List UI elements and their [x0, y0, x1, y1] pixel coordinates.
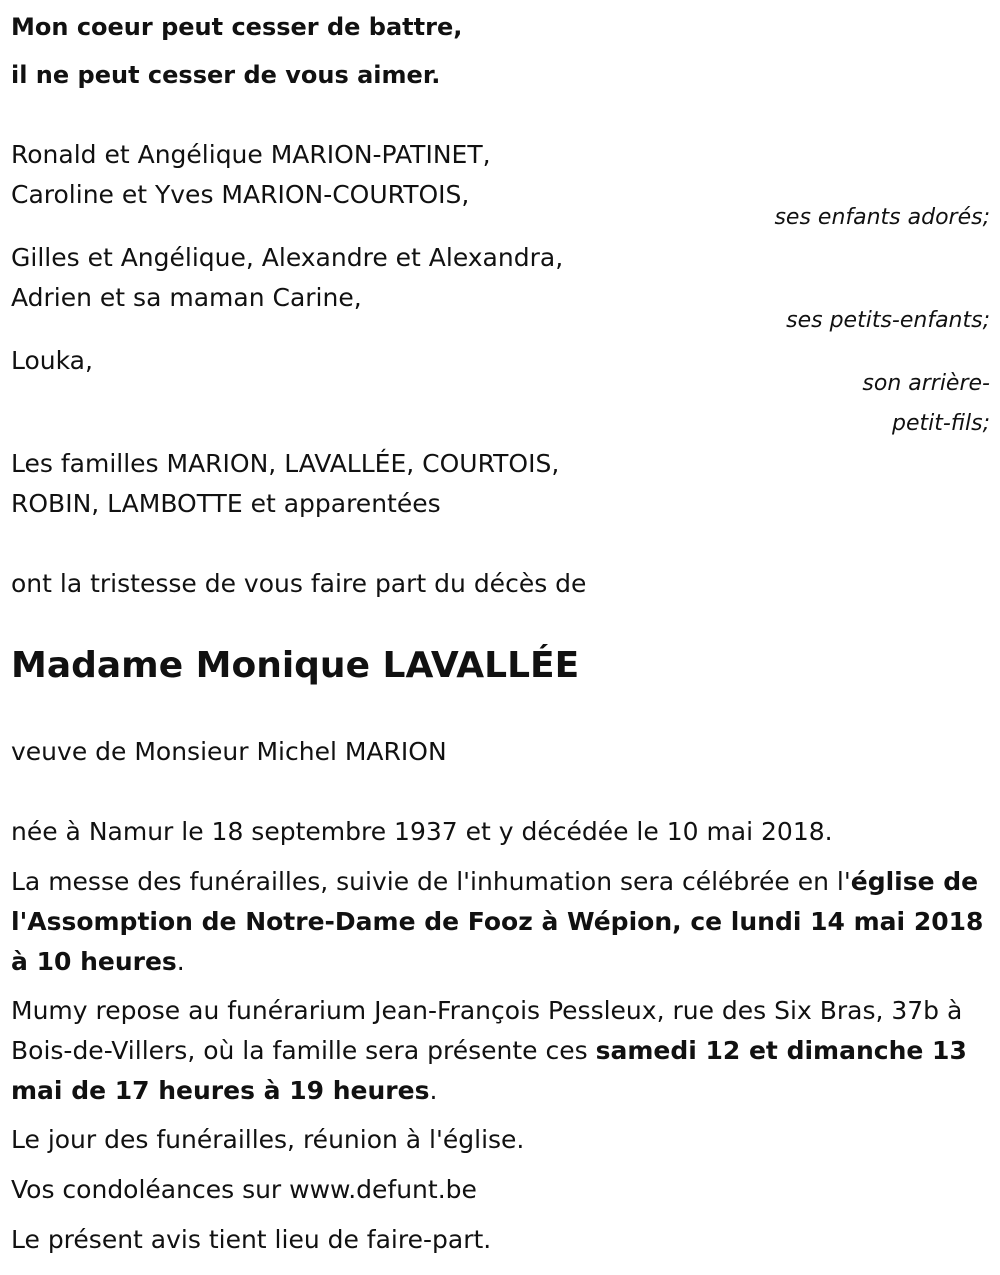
deceased-name: Madame Monique LAVALLÉE — [11, 645, 580, 686]
condolences: Vos condoléances sur www.defunt.be — [11, 1175, 477, 1204]
epigraph-line-1: Mon coeur peut cesser de battre, — [11, 13, 463, 41]
funeral-text-bold: église de l'Assomption de Notre-Dame de Fooz à Wépion, ce lundi 14 mai 2018 à 10 heures — [11, 867, 984, 976]
announcement: ont la tristesse de vous faire part du décès de — [11, 569, 587, 598]
grandchildren-relation: ses petits-enfants; — [786, 308, 990, 333]
grandchildren-line-1: Gilles et Angélique, Alexandre et Alexandra, — [11, 243, 564, 272]
children-line-1: Ronald et Angélique MARION-PATINET, — [11, 140, 491, 169]
children-relation: ses enfants adorés; — [774, 205, 990, 230]
families-line-1: Les familles MARION, LAVALLÉE, COURTOIS, — [11, 449, 560, 478]
funeral-paragraph — [11, 862, 991, 982]
great-grandchild-line: Louka, — [11, 346, 93, 375]
funeral-text-before: La messe des funérailles, suivie de l'inhumation sera célébrée en l' — [11, 867, 851, 896]
notice: Le présent avis tient lieu de faire-part. — [11, 1225, 492, 1254]
widow-of: veuve de Monsieur Michel MARION — [11, 737, 447, 766]
birth-death: née à Namur le 18 septembre 1937 et y décédée le 10 mai 2018. — [11, 817, 833, 846]
rest-text-bold: samedi 12 et dimanche 13 mai de 17 heures à 19 heures — [11, 1036, 967, 1105]
great-grandchild-relation-1: son arrière- — [862, 371, 990, 396]
great-grandchild-relation-2: petit-fils; — [891, 411, 990, 436]
children-line-2: Caroline et Yves MARION-COURTOIS, — [11, 180, 470, 209]
meeting: Le jour des funérailles, réunion à l'église. — [11, 1125, 525, 1154]
epigraph-line-2: il ne peut cesser de vous aimer. — [11, 61, 441, 89]
rest-paragraph — [11, 991, 991, 1111]
rest-text-after: . — [429, 1076, 438, 1105]
funeral-text-after: . — [176, 947, 185, 976]
families-line-2: ROBIN, LAMBOTTE et apparentées — [11, 489, 441, 518]
grandchildren-line-2: Adrien et sa maman Carine, — [11, 283, 362, 312]
rest-text-before: Mumy repose au funérarium Jean-François Pessleux, rue des Six Bras, 37b à Bois-de-Villers, où la famille sera présente ces — [11, 996, 963, 1065]
